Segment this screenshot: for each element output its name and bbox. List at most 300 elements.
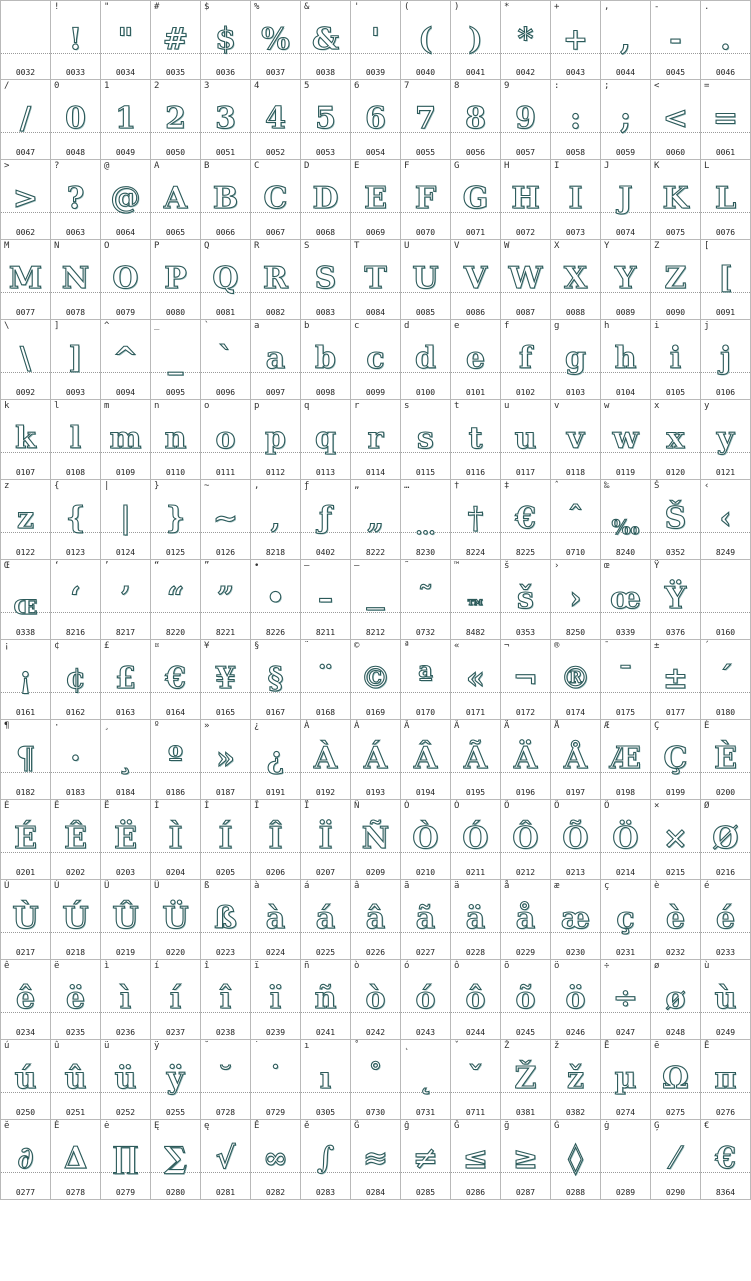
glyph-code: 0059 <box>615 148 636 157</box>
glyph-sample: ® <box>560 661 591 696</box>
glyph-code: 8230 <box>415 548 436 557</box>
glyph-cell-0204 <box>151 800 201 880</box>
glyph-code: 8221 <box>215 628 236 637</box>
glyph-label: † <box>454 481 460 491</box>
glyph-sample: # <box>162 22 189 57</box>
glyph-sample: 3 <box>215 101 236 136</box>
glyph-cell-0109 <box>101 400 151 480</box>
glyph-cell-0118 <box>551 400 601 480</box>
glyph-sample: ‰ <box>611 515 640 539</box>
glyph-label: b <box>304 321 310 331</box>
glyph-label: ‚ <box>254 481 260 491</box>
glyph-code: 0223 <box>215 948 236 957</box>
glyph-sample: n <box>164 421 187 456</box>
glyph-label: 3 <box>204 81 210 91</box>
glyph-label: Ġ <box>554 1121 560 1131</box>
glyph-label: u <box>504 401 510 411</box>
glyph-sample: 0 <box>65 101 86 136</box>
glyph-cell-0191 <box>251 720 301 800</box>
glyph-sample: G <box>462 181 489 216</box>
glyph-sample: ´ <box>718 661 733 696</box>
glyph-sample: W <box>508 261 543 296</box>
glyph-cell-0226 <box>351 880 401 960</box>
glyph-label: Ö <box>604 801 610 811</box>
glyph-label: š <box>504 561 510 571</box>
glyph-cell-0225 <box>301 880 351 960</box>
glyph-code: 0237 <box>165 1028 186 1037</box>
glyph-cell-0090 <box>651 240 701 320</box>
glyph-cell-0184 <box>101 720 151 800</box>
glyph-code: 8216 <box>65 628 86 637</box>
glyph-code: 0376 <box>665 628 686 637</box>
glyph-sample: f <box>519 341 532 376</box>
glyph-label: * <box>504 2 510 12</box>
glyph-code: 0033 <box>65 68 86 77</box>
glyph-sample: „ <box>366 501 385 536</box>
glyph-sample: ∂ <box>17 1141 34 1176</box>
glyph-label: ˙ <box>254 1041 260 1051</box>
glyph-label: Ē <box>604 1041 610 1051</box>
glyph-label: 2 <box>154 81 160 91</box>
glyph-label: Ž <box>504 1041 510 1051</box>
glyph-code: 0122 <box>15 548 36 557</box>
glyph-label: E <box>354 161 360 171</box>
glyph-sample: ä <box>465 901 486 936</box>
glyph-code: 0305 <box>315 1108 336 1117</box>
glyph-label: f <box>504 321 510 331</box>
glyph-code: 0060 <box>665 148 686 157</box>
glyph-label: H <box>504 161 510 171</box>
glyph-sample: Ñ <box>361 821 390 856</box>
glyph-code: 0239 <box>265 1028 286 1037</box>
glyph-sample: ¥ <box>215 661 236 696</box>
glyph-sample: Ê <box>64 821 87 856</box>
glyph-label: à <box>254 881 260 891</box>
glyph-label: Ä <box>504 721 510 731</box>
glyph-sample: é <box>715 901 736 936</box>
glyph-code: 0070 <box>415 228 436 237</box>
glyph-sample: & <box>311 22 340 57</box>
glyph-label: t <box>454 401 460 411</box>
glyph-cell-0042 <box>501 0 551 80</box>
glyph-label: œ <box>604 561 610 571</box>
glyph-sample: Ô <box>512 821 539 856</box>
glyph-sample: 5 <box>315 101 336 136</box>
glyph-cell-0286 <box>451 1120 501 1200</box>
glyph-sample: ƒ <box>319 501 332 536</box>
glyph-cell-0280 <box>151 1120 201 1200</box>
glyph-label: Á <box>354 721 360 731</box>
glyph-code: 0086 <box>465 308 486 317</box>
glyph-label: ÷ <box>604 961 610 971</box>
glyph-code: 0067 <box>265 228 286 237</box>
glyph-label: s <box>404 401 410 411</box>
glyph-cell-0199 <box>651 720 701 800</box>
glyph-label: ¸ <box>104 721 110 731</box>
glyph-cell-8222 <box>351 480 401 560</box>
glyph-cell-0105 <box>651 320 701 400</box>
glyph-sample: Ç <box>663 741 688 776</box>
glyph-cell-0171 <box>451 640 501 720</box>
glyph-cell-0249 <box>701 960 751 1040</box>
glyph-sample: < <box>662 101 689 136</box>
glyph-sample: Ë <box>114 821 137 856</box>
glyph-code: 0277 <box>15 1188 36 1197</box>
glyph-cell-0058 <box>551 80 601 160</box>
glyph-label: Û <box>104 881 110 891</box>
glyph-label: = <box>704 81 710 91</box>
glyph-code: 0088 <box>565 308 586 317</box>
glyph-label: ã <box>404 881 410 891</box>
glyph-sample: " <box>117 22 134 57</box>
glyph-cell-0160 <box>701 560 751 640</box>
glyph-sample: ù <box>714 981 737 1016</box>
glyph-sample: Ω <box>662 1061 689 1096</box>
glyph-label: \ <box>4 321 10 331</box>
glyph-cell-8220 <box>151 560 201 640</box>
glyph-sample: “ <box>166 581 185 616</box>
glyph-sample: § <box>267 661 284 696</box>
glyph-cell-0073 <box>551 160 601 240</box>
glyph-cell-0056 <box>451 80 501 160</box>
glyph-sample: Q <box>212 261 239 296</box>
glyph-code: 0183 <box>65 788 86 797</box>
glyph-label: ß <box>204 881 210 891</box>
glyph-sample: t <box>468 421 483 456</box>
glyph-sample: X <box>563 261 588 296</box>
glyph-label: ˇ <box>454 1041 460 1051</box>
glyph-cell-0275 <box>651 1040 701 1120</box>
glyph-code: 8220 <box>165 628 186 637</box>
glyph-cell-0069 <box>351 160 401 240</box>
glyph-code: 8212 <box>365 628 386 637</box>
glyph-label: · <box>54 721 60 731</box>
glyph-code: 0171 <box>465 708 486 717</box>
glyph-cell-0211 <box>451 800 501 880</box>
glyph-sample: ^ <box>112 341 139 376</box>
glyph-label: - <box>654 2 660 12</box>
glyph-code: 0170 <box>415 708 436 717</box>
glyph-cell-8211 <box>301 560 351 640</box>
glyph-sample: N <box>61 261 90 296</box>
glyph-label: ¶ <box>4 721 10 731</box>
glyph-sample: ⁄ <box>672 1141 678 1176</box>
glyph-cell-0086 <box>451 240 501 320</box>
glyph-code: 0182 <box>15 788 36 797</box>
glyph-label: Â <box>404 721 410 731</box>
glyph-code: 0729 <box>265 1108 286 1117</box>
glyph-sample: 9 <box>515 101 536 136</box>
glyph-sample: ≤ <box>462 1141 489 1176</box>
glyph-cell-0115 <box>401 400 451 480</box>
glyph-code: 0192 <box>315 788 336 797</box>
glyph-sample: ß <box>214 901 237 936</box>
glyph-code: 0175 <box>615 708 636 717</box>
glyph-code: 0055 <box>415 148 436 157</box>
glyph-code: 0203 <box>115 868 136 877</box>
glyph-cell-0084 <box>351 240 401 320</box>
glyph-label: ę <box>204 1121 210 1131</box>
glyph-code: 8364 <box>715 1188 736 1197</box>
glyph-sample: ¸ <box>118 741 133 776</box>
glyph-sample: ÿ <box>166 1061 185 1096</box>
glyph-cell-0083 <box>301 240 351 320</box>
glyph-label: z <box>4 481 10 491</box>
glyph-cell-0238 <box>201 960 251 1040</box>
glyph-cell-0172 <box>501 640 551 720</box>
glyph-code: 0046 <box>715 68 736 77</box>
glyph-cell-0098 <box>301 320 351 400</box>
glyph-cell-0382 <box>551 1040 601 1120</box>
glyph-code: 0241 <box>315 1028 336 1037</box>
glyph-cell-0183 <box>51 720 101 800</box>
glyph-code: 0076 <box>715 228 736 237</box>
glyph-cell-0290 <box>651 1120 701 1200</box>
glyph-cell-0209 <box>351 800 401 880</box>
glyph-code: 0200 <box>715 788 736 797</box>
glyph-cell-0054 <box>351 80 401 160</box>
glyph-code: 0286 <box>465 1188 486 1197</box>
glyph-code: 0041 <box>465 68 486 77</box>
glyph-cell-0046 <box>701 0 751 80</box>
glyph-sample: Á <box>363 741 388 776</box>
glyph-label: ® <box>554 641 560 651</box>
glyph-sample: { <box>65 501 86 536</box>
glyph-sample: ≥ <box>512 1141 539 1176</box>
glyph-label: ¬ <box>504 641 510 651</box>
glyph-sample: ó <box>415 981 436 1016</box>
glyph-sample: × <box>662 821 689 856</box>
glyph-cell-0206 <box>251 800 301 880</box>
glyph-code: 0246 <box>565 1028 586 1037</box>
glyph-cell-8224 <box>451 480 501 560</box>
glyph-label: ^ <box>104 321 110 331</box>
glyph-label: é <box>704 881 710 891</box>
glyph-label: è <box>654 881 660 891</box>
glyph-sample: ∫ <box>316 1141 335 1176</box>
glyph-label: p <box>254 401 260 411</box>
glyph-label: Ù <box>4 881 10 891</box>
glyph-cell-0061 <box>701 80 751 160</box>
glyph-cell-0212 <box>501 800 551 880</box>
glyph-cell-0111 <box>201 400 251 480</box>
glyph-code: 0089 <box>615 308 636 317</box>
glyph-code: 0339 <box>615 628 636 637</box>
glyph-code: 0125 <box>165 548 186 557</box>
glyph-sample: D <box>312 181 339 216</box>
glyph-cell-0161 <box>1 640 51 720</box>
glyph-code: 0206 <box>265 868 286 877</box>
glyph-label: $ <box>204 2 210 12</box>
glyph-code: 0282 <box>265 1188 286 1197</box>
glyph-cell-0210 <box>401 800 451 880</box>
glyph-code: 0038 <box>315 68 336 77</box>
glyph-cell-0077 <box>1 240 51 320</box>
glyph-cell-8212 <box>351 560 401 640</box>
glyph-cell-0224 <box>251 880 301 960</box>
glyph-code: 0226 <box>365 948 386 957</box>
glyph-code: 0290 <box>665 1188 686 1197</box>
glyph-sample: ‹ <box>719 501 732 536</box>
glyph-code: 8240 <box>615 548 636 557</box>
glyph-sample: ÷ <box>612 981 639 1016</box>
glyph-code: 0093 <box>65 388 86 397</box>
glyph-code: 8222 <box>365 548 386 557</box>
glyph-label: ö <box>554 961 560 971</box>
glyph-sample: u <box>514 421 537 456</box>
glyph-sample: . <box>720 22 731 57</box>
glyph-label: Ĕ <box>704 1041 710 1051</box>
glyph-cell-0121 <box>701 400 751 480</box>
glyph-label: — <box>354 561 360 571</box>
glyph-cell-8230 <box>401 480 451 560</box>
glyph-cell-0187 <box>201 720 251 800</box>
glyph-code: 0073 <box>565 228 586 237</box>
glyph-sample: z <box>16 501 35 536</box>
glyph-sample: v <box>566 421 585 456</box>
glyph-cell-0067 <box>251 160 301 240</box>
glyph-sample: » <box>216 741 235 776</box>
glyph-cell-0123 <box>51 480 101 560</box>
glyph-cell-0285 <box>401 1120 451 1200</box>
glyph-code: 0042 <box>515 68 536 77</box>
glyph-label: : <box>554 81 560 91</box>
glyph-sample: ; <box>619 101 632 136</box>
glyph-code: 0091 <box>715 308 736 317</box>
glyph-sample: ž <box>566 1061 585 1096</box>
glyph-label: ? <box>54 161 60 171</box>
glyph-sample: U <box>412 261 439 296</box>
glyph-cell-0289 <box>601 1120 651 1200</box>
glyph-label: ¨ <box>304 641 310 651</box>
glyph-cell-0052 <box>251 80 301 160</box>
glyph-label: 6 <box>354 81 360 91</box>
glyph-sample: M <box>8 261 43 296</box>
glyph-label: 5 <box>304 81 310 91</box>
glyph-cell-0177 <box>651 640 701 720</box>
glyph-cell-0278 <box>51 1120 101 1200</box>
glyph-label: Ç <box>654 721 660 731</box>
glyph-code: 0352 <box>665 548 686 557</box>
glyph-sample: h <box>614 341 637 376</box>
glyph-code: 0084 <box>365 308 386 317</box>
glyph-sample: ˜ <box>418 581 433 616</box>
glyph-code: 0077 <box>15 308 36 317</box>
glyph-code: 0072 <box>515 228 536 237</box>
glyph-cell-0089 <box>601 240 651 320</box>
glyph-code: 0279 <box>115 1188 136 1197</box>
glyph-code: 0234 <box>15 1028 36 1037</box>
glyph-cell-0062 <box>1 160 51 240</box>
glyph-sample: â <box>365 901 386 936</box>
glyph-cell-0252 <box>101 1040 151 1120</box>
glyph-cell-0182 <box>1 720 51 800</box>
glyph-code: 8211 <box>315 628 336 637</box>
glyph-cell-0034 <box>101 0 151 80</box>
glyph-sample: K <box>662 181 689 216</box>
glyph-code: 0204 <box>165 868 186 877</box>
glyph-label: ± <box>654 641 660 651</box>
glyph-sample: Ö <box>612 821 639 856</box>
glyph-cell-8225 <box>501 480 551 560</box>
glyph-cell-0251 <box>51 1040 101 1120</box>
glyph-sample: Î <box>268 821 283 856</box>
glyph-code: 0065 <box>165 228 186 237</box>
glyph-sample: š <box>517 581 534 616</box>
glyph-code: 0044 <box>615 68 636 77</box>
glyph-cell-0711 <box>451 1040 501 1120</box>
glyph-sample: Í <box>218 821 233 856</box>
glyph-sample: ¢ <box>65 661 86 696</box>
glyph-code: 0196 <box>515 788 536 797</box>
glyph-cell-0097 <box>251 320 301 400</box>
glyph-code: 0177 <box>665 708 686 717</box>
glyph-sample: ˛ <box>418 1061 433 1096</box>
glyph-sample: 2 <box>165 101 186 136</box>
glyph-sample: æ <box>560 901 591 936</box>
glyph-label: ˆ <box>554 481 560 491</box>
glyph-cell-0091 <box>701 240 751 320</box>
glyph-cell-0102 <box>501 320 551 400</box>
glyph-code: 0202 <box>65 868 86 877</box>
glyph-code: 0187 <box>215 788 236 797</box>
glyph-code: 0710 <box>565 548 586 557</box>
glyph-sample: / <box>20 101 31 136</box>
glyph-code: 0287 <box>515 1188 536 1197</box>
glyph-label: " <box>104 2 110 12</box>
glyph-cell-0197 <box>551 720 601 800</box>
glyph-label: £ <box>104 641 110 651</box>
glyph-code: 0280 <box>165 1188 186 1197</box>
glyph-label: Ĝ <box>354 1121 360 1131</box>
glyph-code: 0227 <box>415 948 436 957</box>
glyph-cell-8249 <box>701 480 751 560</box>
glyph-code: 0195 <box>465 788 486 797</box>
glyph-label: n <box>154 401 160 411</box>
glyph-code: 0731 <box>415 1108 436 1117</box>
glyph-label: ƒ <box>304 481 310 491</box>
glyph-label: – <box>304 561 310 571</box>
glyph-label: ø <box>654 961 660 971</box>
glyph-sample: ˚ <box>368 1061 383 1096</box>
glyph-sample: î <box>219 981 232 1016</box>
glyph-cell-0092 <box>1 320 51 400</box>
glyph-code: 0034 <box>115 68 136 77</box>
glyph-label: x <box>654 401 660 411</box>
glyph-code: 0218 <box>65 948 86 957</box>
glyph-sample: R <box>263 261 288 296</box>
glyph-code: 0209 <box>365 868 386 877</box>
glyph-cell-0107 <box>1 400 51 480</box>
glyph-label: ä <box>454 881 460 891</box>
glyph-label: Å <box>554 721 560 731</box>
glyph-code: 0062 <box>15 228 36 237</box>
glyph-code: 0113 <box>315 468 336 477</box>
glyph-code: 0284 <box>365 1188 386 1197</box>
glyph-cell-0113 <box>301 400 351 480</box>
glyph-label: õ <box>504 961 510 971</box>
glyph-cell-0223 <box>201 880 251 960</box>
glyph-label: q <box>304 401 310 411</box>
glyph-cell-0087 <box>501 240 551 320</box>
glyph-code: 0238 <box>215 1028 236 1037</box>
glyph-sample: ˆ <box>568 501 583 536</box>
glyph-label: Y <box>604 241 610 251</box>
glyph-label: ü <box>104 1041 110 1051</box>
glyph-code: 0053 <box>315 148 336 157</box>
glyph-cell-0305 <box>301 1040 351 1120</box>
glyph-label: ) <box>454 2 460 12</box>
